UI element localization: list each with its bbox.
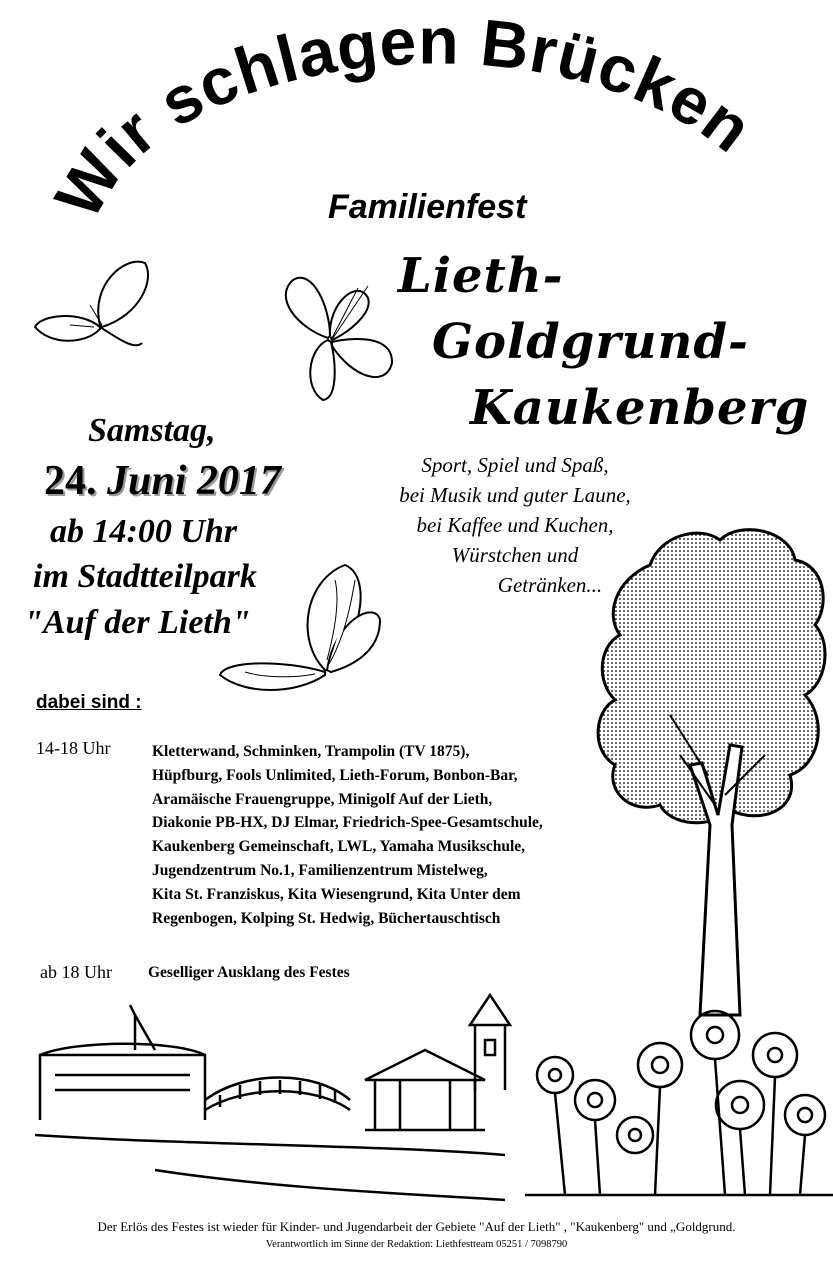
blurb-line: Würstchen und — [451, 543, 579, 567]
date-number: 24. — [44, 458, 97, 504]
list-item: Diakonie PB-HX, DJ Elmar, Friedrich-Spee-Gesamtschule, — [152, 814, 543, 832]
blurb-line: Getränken... — [497, 573, 603, 597]
blurb-line: Sport, Spiel und Spaß, — [421, 453, 609, 477]
list-item: Aramäische Frauengruppe, Minigolf Auf der Lieth, — [152, 790, 493, 808]
list-item: Kletterwand, Schminken, Trampolin (TV 1875), — [152, 743, 470, 760]
list-item: Kita St. Franziskus, Kita Wiesengrund, Kita Unter dem — [152, 885, 521, 903]
footer-note: Der Erlös des Festes ist wieder für Kinder- und Jugendarbeit der Gebiete "Auf der Lieth" , "Kaukenberg" und „Goldgrund. — [97, 1219, 736, 1234]
schedule-time: 14-18 Uhr — [36, 738, 111, 758]
footer-contact: Verantwortlich im Sinne der Redaktion: Liethfestteam 05251 / 7098790 — [265, 1239, 568, 1250]
butterfly-icon — [30, 255, 155, 355]
park-scenery-illustration — [35, 995, 833, 1210]
subtitle: Familienfest — [328, 188, 527, 226]
participants-list — [152, 740, 622, 930]
butterfly-icon — [268, 268, 398, 408]
event-location-name: "Auf der Lieth" — [24, 604, 251, 641]
list-item: Kaukenberg Gemeinschaft, LWL, Yamaha Musikschule, — [152, 838, 526, 856]
list-item: Jugendzentrum No.1, Familienzentrum Mistelweg, — [152, 861, 488, 879]
event-location: im Stadtteilpark — [33, 558, 257, 595]
event-day: Samstag, — [88, 412, 216, 449]
event-date — [44, 457, 281, 505]
date-month-year: Juni 2017 — [107, 458, 281, 504]
schedule-time: ab 18 Uhr — [40, 962, 112, 982]
place-lieth: Lieth- — [398, 248, 564, 304]
place-goldgrund: Goldgrund- — [432, 314, 749, 370]
participants-heading: dabei sind : — [36, 692, 142, 713]
title-text: Wir schlagen Brücken — [40, 3, 767, 230]
place-kaukenberg: Kaukenberg — [470, 380, 810, 436]
list-item: Hüpfburg, Fools Unlimited, Lieth-Forum, Bonbon-Bar, — [152, 766, 518, 784]
list-item: Regenbogen, Kolping St. Hedwig, Büchertauschtisch — [152, 909, 501, 927]
event-time: ab 14:00 Uhr — [50, 513, 238, 550]
closing-event: Geselliger Ausklang des Festes — [148, 964, 350, 981]
blurb-line: bei Musik und guter Laune, — [399, 483, 631, 507]
tree-illustration — [590, 525, 833, 1025]
blurb-line: bei Kaffee und Kuchen, — [416, 513, 614, 537]
